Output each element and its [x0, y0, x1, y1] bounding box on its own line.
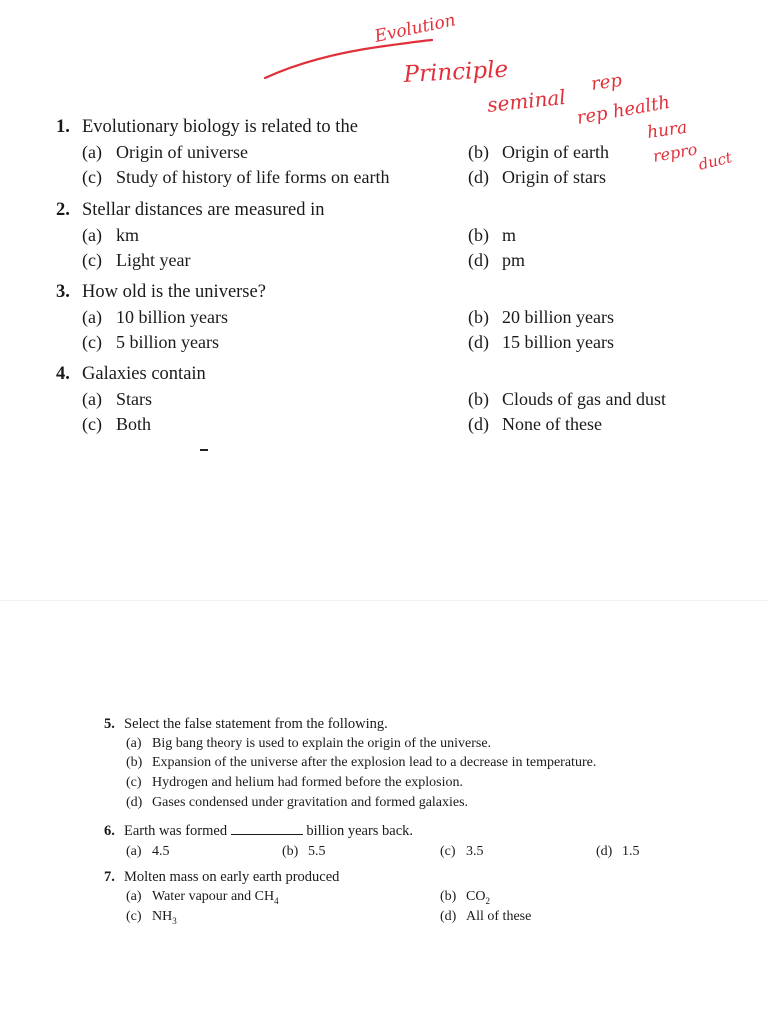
annotation-hura: hura	[645, 117, 689, 143]
option-4b: (b) Clouds of gas and dust	[468, 389, 666, 409]
fill-blank	[231, 822, 303, 835]
question-text-after: billion years back.	[306, 823, 414, 839]
question-text: Galaxies contain	[82, 364, 206, 384]
question-3	[56, 282, 266, 303]
option-6c: (c) 3.5	[440, 844, 484, 859]
ink-stroke	[265, 40, 432, 78]
option-4d: (d) None of these	[468, 414, 602, 434]
annotation-repro: repro	[651, 139, 699, 166]
question-number: 3.	[56, 282, 70, 302]
question-text: Molten mass on early earth produced	[124, 869, 340, 885]
option-1c: (c) Study of history of life forms on earth	[82, 167, 390, 187]
question-number: 7.	[104, 869, 115, 885]
question-number: 2.	[56, 200, 70, 220]
option-5c: (c) Hydrogen and helium had formed before the explosion.	[126, 775, 464, 790]
page-section-bottom	[0, 600, 768, 1025]
option-4c: (c) Both	[82, 414, 152, 434]
option-1d: (d) Origin of stars	[468, 167, 606, 187]
annotation-evolution: Evolution	[372, 10, 458, 47]
option-3a: (a) 10 billion years	[82, 307, 228, 327]
stray-mark	[200, 449, 208, 451]
annotation-seminal: seminal	[486, 84, 567, 117]
question-text: Evolutionary biology is related to the	[82, 117, 358, 137]
question-text-before: Earth was formed	[124, 823, 228, 839]
option-1b: (b) Origin of earth	[468, 142, 609, 162]
option-5a: (a) Big bang theory is used to explain the origin of the universe.	[126, 736, 492, 751]
annotation-rep: rep	[589, 69, 624, 95]
option-6a: (a) 4.5	[126, 844, 170, 859]
option-7b: (b) $CO_2$	[440, 889, 490, 906]
option-5d: (d) Gases condensed under gravitation and formed galaxies.	[126, 795, 469, 810]
option-3d: (d) 15 billion years	[468, 332, 614, 352]
question-7	[104, 869, 339, 886]
option-7c: (c) $NH_3$	[126, 909, 177, 926]
option-2d: (d) pm	[468, 250, 526, 270]
question-6	[104, 822, 413, 840]
question-text: How old is the universe?	[82, 282, 266, 302]
option-2a: (a) km	[82, 225, 140, 245]
annotation-principle: Principle	[402, 56, 509, 88]
question-5	[104, 716, 388, 733]
question-number: 6.	[104, 823, 115, 839]
annotation-rep-health: rep health	[575, 91, 672, 129]
option-3c: (c) 5 billion years	[82, 332, 219, 352]
question-number: 5.	[104, 716, 115, 732]
option-7a: (a) Water vapour and $CH_4$	[126, 889, 279, 906]
question-1	[56, 117, 358, 138]
question-number: 4.	[56, 364, 70, 384]
option-2b: (b) m	[468, 225, 517, 245]
option-3b: (b) 20 billion years	[468, 307, 614, 327]
question-2	[56, 200, 324, 221]
option-2c: (c) Light year	[82, 250, 191, 270]
option-1a: (a) Origin of universe	[82, 142, 248, 162]
option-7d: (d) All of these	[440, 909, 532, 924]
question-text: Select the false statement from the following.	[124, 716, 388, 732]
option-6d: (d) 1.5	[596, 844, 640, 859]
question-4	[56, 364, 206, 385]
option-5b: (b) Expansion of the universe after the explosion lead to a decrease in temperature.	[126, 755, 597, 770]
question-number: 1.	[56, 117, 70, 137]
option-4a: (a) Stars	[82, 389, 152, 409]
annotation-duct: duct	[696, 148, 734, 174]
question-text: Stellar distances are measured in	[82, 200, 325, 220]
option-6b: (b) 5.5	[282, 844, 326, 859]
